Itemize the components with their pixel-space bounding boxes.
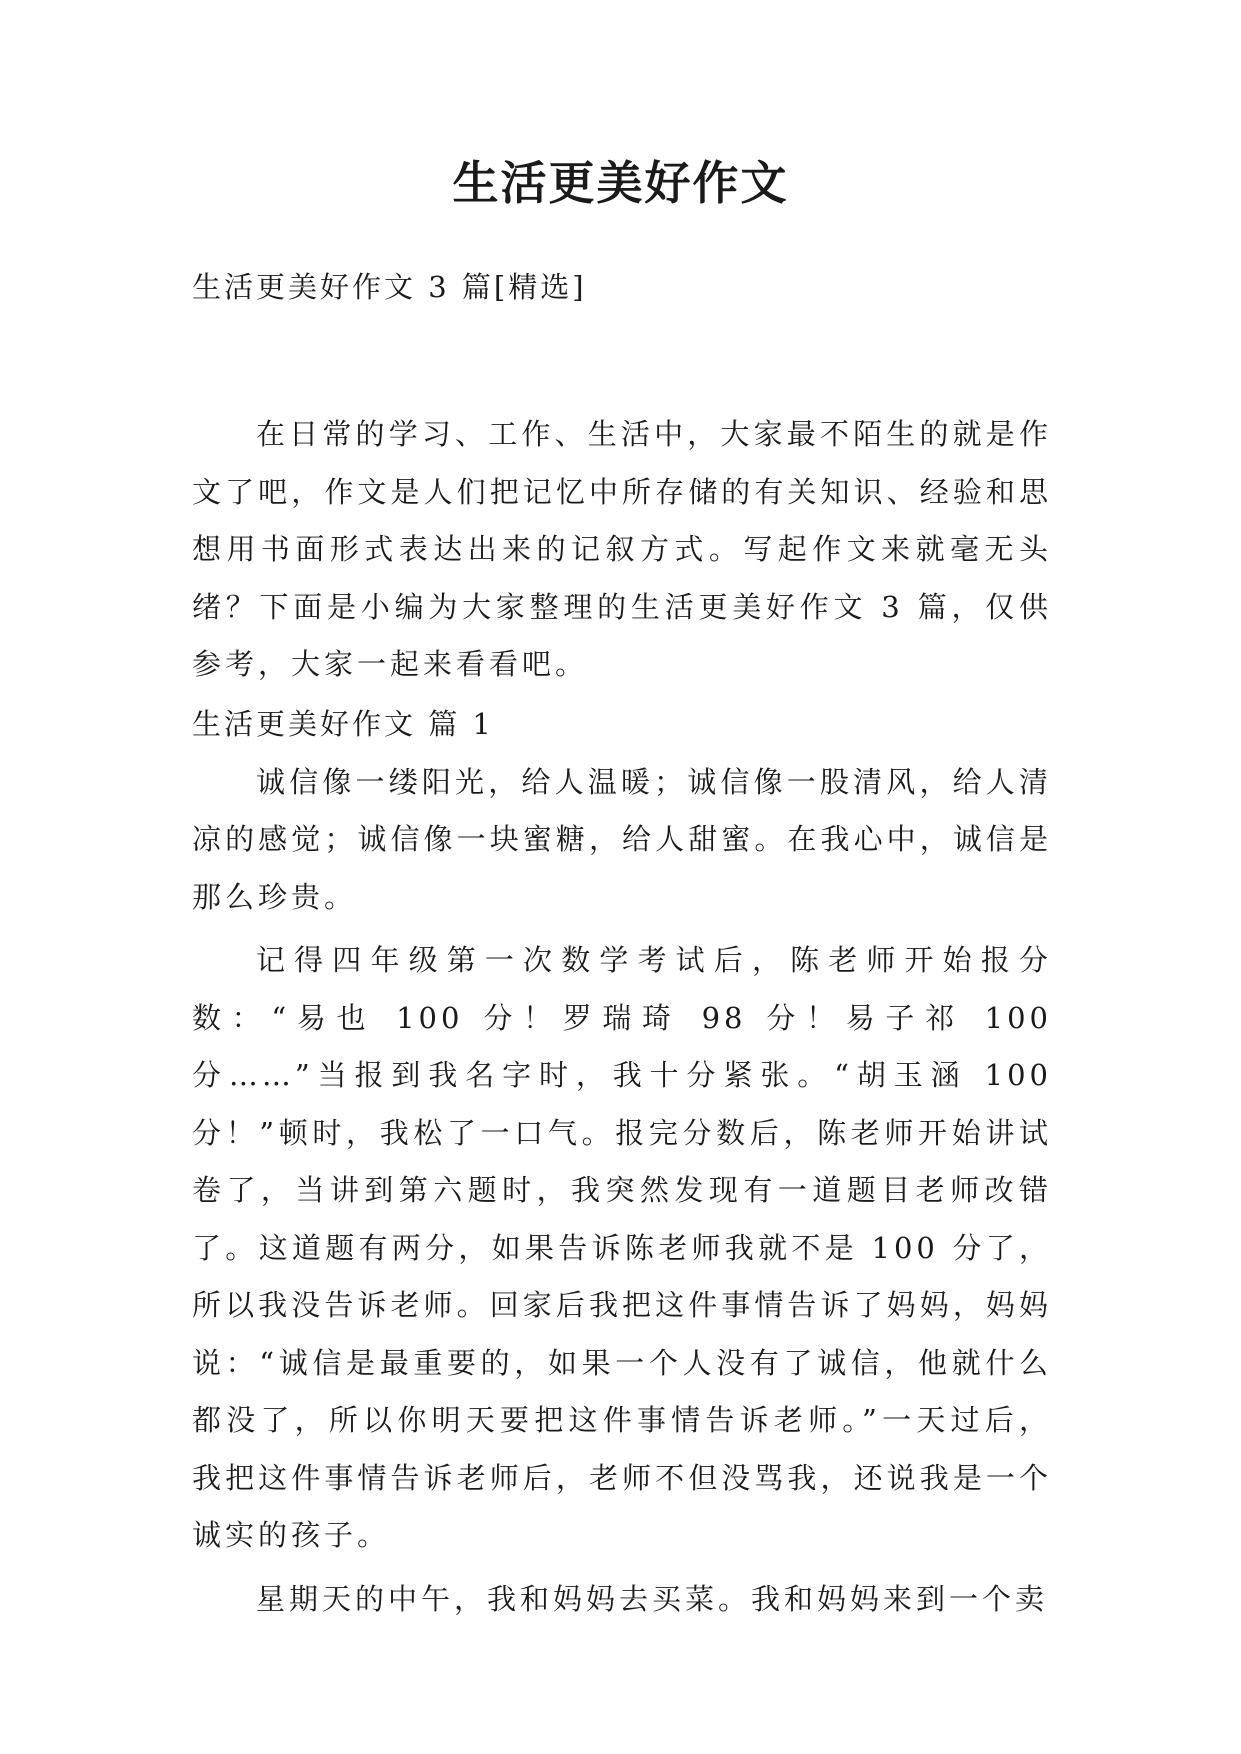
body-paragraph: 记得四年级第一次数学考试后，陈老师开始报分数：“易也 100 分！罗瑞琦 98 分！易子祁 100 分……”当报到我名字时，我十分紧张。“胡玉涵 100 分！”顿时，我松了一口气。报完分数后，陈老师开始讲试卷了，当讲到第六题时，我突然发现有一道题目老师改错了。这道题有两分，如果告诉陈老师我就不是 100 分了，所以我没告诉老师。回家后我把这件事情告诉了妈妈，妈妈说：“诚信是最重要的，如果一个人没有了诚信，他就什么都没了，所以你明天要把这件事情告诉老师。”一天过后，我把这件事情告诉老师后，老师不但没骂我，还说我是一个诚实的孩子。 bbox=[192, 943, 1052, 1552]
document-subtitle: 生活更美好作文 3 篇[精选] bbox=[192, 270, 587, 304]
section-heading: 生活更美好作文 篇 1 bbox=[192, 706, 494, 741]
body-paragraph: 星期天的中午，我和妈妈去买菜。我和妈妈来到一个卖 bbox=[256, 1581, 1049, 1616]
document-body bbox=[192, 406, 1052, 1628]
document-title: 生活更美好作文 bbox=[452, 156, 789, 210]
intro-paragraph: 在日常的学习、工作、生活中，大家最不陌生的就是作文了吧，作文是人们把记忆中所存储的有关知识、经验和思想用书面形式表达出来的记叙方式。写起作文来就毫无头绪？下面是小编为大家整理的生活更美好作文 3 篇，仅供参考，大家一起来看看吧。 bbox=[192, 417, 1052, 681]
body-paragraph: 诚信像一缕阳光，给人温暖；诚信像一股清风，给人清凉的感觉；诚信像一块蜜糖，给人甜蜜。在我心中，诚信是那么珍贵。 bbox=[192, 764, 1052, 914]
